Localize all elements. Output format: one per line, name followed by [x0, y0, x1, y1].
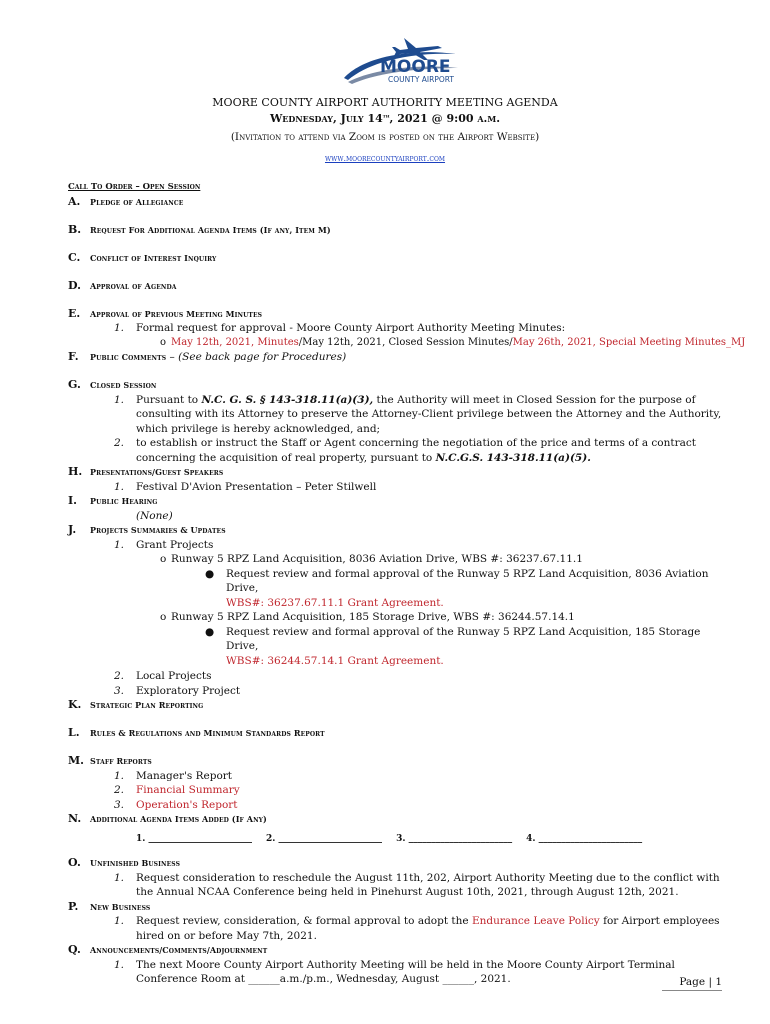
list-item: 1. The next Moore County Airport Authority Meeting will be held in the Moore County Airport Terminal Conference Room at ______a.m./p.m., Wednesday, August ______, 2021.	[114, 958, 675, 985]
list-item: 2. Financial Summary	[114, 784, 240, 796]
operations-report-link[interactable]: Operation's Report	[136, 798, 238, 811]
call-to-order: Call To Order – Open Session	[68, 182, 201, 192]
list-item: 1. Request review, consideration, & formal approval to adopt the Endurance Leave Policy for Airport employees hired on or before May 7th, 2021.	[114, 915, 720, 942]
section-o: O. Unfinished Business	[68, 856, 181, 869]
section-m: M. Staff Reports	[68, 754, 152, 767]
blank-2[interactable]: 2. _______________________	[266, 833, 383, 844]
grant-agreement-link-2[interactable]: WBS#: 36244.57.14.1 Grant Agreement.	[226, 654, 444, 667]
list-item: ● Request review and formal approval of the Runway 5 RPZ Land Acquisition, 8036 Aviation Drive, WBS#: 36237.67.11.1 Grant Agreement.	[205, 567, 709, 609]
list-item: 2. to establish or instruct the Staff or Agent concerning the negotiation of the price and terms of a contract concerning the acquisition of real property, pursuant to N.C.G.S. 143-318.11(a)(5).	[114, 437, 696, 464]
list-item: 2. Local Projects	[114, 670, 212, 682]
section-p: P. New Business	[68, 899, 151, 913]
section-n: N. Additional Agenda Items Added (If Any)	[68, 812, 267, 825]
section-c: C. Conflict of Interest Inquiry	[68, 250, 217, 264]
logo-text-moore: MOORE	[380, 57, 451, 77]
footer-rule	[662, 990, 722, 991]
list-item: 1. Formal request for approval - Moore County Airport Authority Meeting Minutes:	[114, 322, 566, 334]
endurance-leave-policy-link[interactable]: Endurance Leave Policy	[471, 915, 600, 927]
minutes-links: o May 12th, 2021, Minutes/May 12th, 2021, Closed Session Minutes/May 26th, 2021, Special Meeting Minutes_MJ	[160, 336, 746, 348]
minutes-link-may-12[interactable]: May 12th, 2021, Minutes	[171, 336, 299, 348]
website-link[interactable]: www.moorecountyairport.com	[324, 154, 446, 163]
agenda-title: MOORE COUNTY AIRPORT AUTHORITY MEETING AGENDA	[212, 96, 558, 109]
list-item: (None)	[136, 509, 173, 522]
section-j: J. Projects Summaries & Updates	[68, 523, 226, 536]
closed-session-minutes: May 12th, 2021, Closed Session Minutes	[302, 336, 510, 348]
section-b: B. Request For Additional Agenda Items (If any, Item M)	[68, 222, 331, 236]
list-item: 1. Grant Projects	[114, 538, 214, 551]
blank-3[interactable]: 3. _______________________	[396, 833, 513, 844]
section-f: F. Public Comments – (See back page for Procedures)	[68, 350, 347, 363]
financial-summary-link[interactable]: Financial Summary	[136, 784, 240, 796]
section-e: E. Approval of Previous Meeting Minutes	[68, 306, 263, 320]
list-item: 1. Pursuant to N.C. G. S. § 143-318.11(a)(3), the Authority will meet in Closed Session for the purpose of consulting with its Attorney to preserve the Attorney-Client privilege between the Attorney and the Authority, which privilege is hereby acknowledged, and;	[114, 393, 722, 435]
list-item: o Runway 5 RPZ Land Acquisition, 185 Storage Drive, WBS #: 36244.57.14.1	[160, 611, 575, 623]
section-g: G. Closed Session	[68, 378, 157, 391]
grant-agreement-link-1[interactable]: WBS#: 36237.67.11.1 Grant Agreement.	[226, 596, 444, 609]
moore-county-airport-logo	[334, 34, 464, 90]
blank-4[interactable]: 4. _______________________	[526, 833, 643, 844]
list-item: 1. Manager's Report	[114, 769, 233, 782]
section-h: H. Presentations/Guest Speakers	[68, 465, 224, 478]
agenda-body	[68, 180, 746, 987]
minutes-link-may-26[interactable]: May 26th, 2021, Special Meeting Minutes_MJ	[512, 336, 746, 348]
blank-1[interactable]: 1. _______________________	[136, 833, 253, 844]
section-i: I. Public Hearing	[68, 494, 158, 507]
section-a: A. Pledge of Allegiance	[68, 194, 184, 208]
list-item: o Runway 5 RPZ Land Acquisition, 8036 Aviation Drive, WBS #: 36237.67.11.1	[160, 553, 583, 565]
section-k: K. Strategic Plan Reporting	[68, 698, 204, 711]
list-item: 1. Request consideration to reschedule the August 11th, 202, Airport Authority Meeting due to the conflict with the Annual NCAA Conference being held in Pinehurst August 10th, 2021, through August 12th, 2021.	[114, 871, 720, 898]
zoom-note: (Invitation to attend via Zoom is posted on the Airport Website)	[230, 131, 540, 143]
section-d: D. Approval of Agenda	[68, 278, 177, 292]
page-number: Page | 1	[679, 976, 722, 988]
logo-text-county-airport: COUNTY AIRPORT	[388, 75, 455, 84]
list-item: ● Request review and formal approval of the Runway 5 RPZ Land Acquisition, 185 Storage Drive, WBS#: 36244.57.14.1 Grant Agreement.	[205, 625, 701, 667]
list-item: 1. Festival D'Avion Presentation – Peter Stilwell	[114, 480, 377, 493]
list-item: 3. Exploratory Project	[114, 684, 241, 697]
list-item: 3. Operation's Report	[114, 798, 238, 811]
meeting-date: Wednesday, July 14th, 2021 @ 9:00 a.m.	[269, 112, 501, 125]
section-l: L. Rules & Regulations and Minimum Standards Report	[68, 726, 325, 739]
additional-items-blanks	[68, 832, 728, 847]
section-q: Q. Announcements/Comments/Adjournment	[68, 943, 268, 956]
